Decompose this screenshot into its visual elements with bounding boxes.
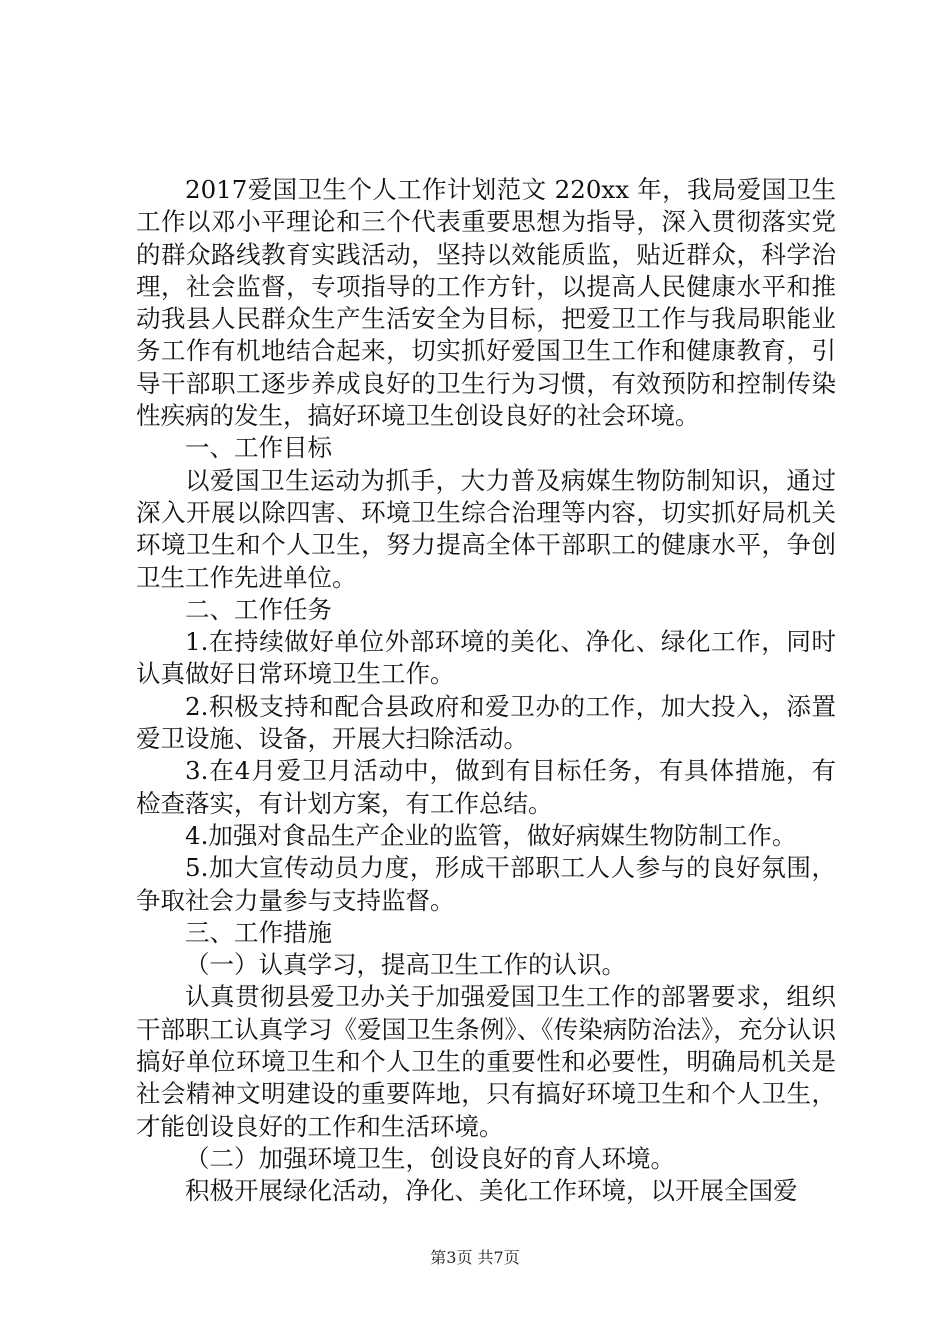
- task-item-3: 3.在4月爱卫月活动中，做到有目标任务，有具体措施，有检查落实，有计划方案，有工作总结。: [136, 756, 836, 818]
- subheading-environment: （二）加强环境卫生，创设良好的育人环境。: [185, 1143, 675, 1173]
- goals-paragraph: 以爱国卫生运动为抓手，大力普及病媒生物防制知识，通过深入开展以除四害、环境卫生综合治理等内容，切实抓好局机关环境卫生和个人卫生，努力提高全体干部职工的健康水平，争创卫生工作先进单位。: [136, 465, 836, 592]
- section-heading-measures: 三、工作措施: [185, 917, 332, 947]
- intro-paragraph: 2017爱国卫生个人工作计划范文 220xx 年，我局爱国卫生工作以邓小平理论和三个代表重要思想为指导，深入贯彻落实党的群众路线教育实践活动，坚持以效能质监，贴近群众，科学治理，社会监督，专项指导的工作方针，以提高人民健康水平和推动我县人民群众生产生活安全为目标，把爱卫工作与我局职能业务工作有机地结合起来，切实抓好爱国卫生工作和健康教育，引导干部职工逐步养成良好的卫生行为习惯，有效预防和控制传染性疾病的发生，搞好环境卫生创设良好的社会环境。: [136, 175, 836, 431]
- page-footer: 第3页 共7页: [430, 1248, 520, 1267]
- section-heading-goals: 一、工作目标: [185, 433, 332, 463]
- section-heading-tasks: 二、工作任务: [185, 594, 332, 624]
- task-item-2: 2.积极支持和配合县政府和爱卫办的工作，加大投入，添置爱卫设施、设备，开展大扫除活动。: [136, 691, 836, 754]
- subheading-study: （一）认真学习，提高卫生工作的认识。: [185, 950, 626, 980]
- task-item-1: 1.在持续做好单位外部环境的美化、净化、绿化工作，同时认真做好日常环境卫生工作。: [136, 627, 836, 689]
- environment-paragraph: 积极开展绿化活动，净化、美化工作环境，以开展全国爱: [185, 1176, 798, 1206]
- task-item-5: 5.加大宣传动员力度，形成干部职工人人参与的良好氛围，争取社会力量参与支持监督。: [136, 853, 836, 915]
- study-paragraph: 认真贯彻县爱卫办关于加强爱国卫生工作的部署要求，组织干部职工认真学习《爱国卫生条例》、《传染病防治法》，充分认识搞好单位环境卫生和个人卫生的重要性和必要性，明确局机关是社会精神文明建设的重要阵地，只有搞好环境卫生和个人卫生，才能创设良好的工作和生活环境。: [136, 982, 836, 1141]
- task-item-4: 4.加强对食品生产企业的监管，做好病媒生物防制工作。: [185, 820, 797, 850]
- document-body: [136, 174, 836, 1208]
